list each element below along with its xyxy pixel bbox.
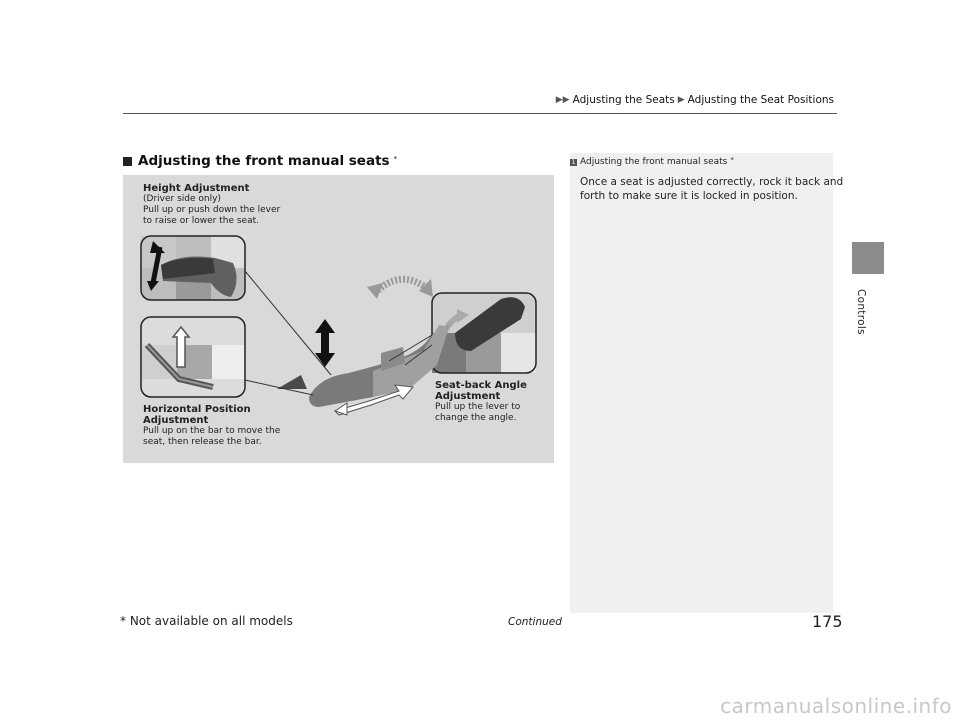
section-title-text: Adjusting the front manual seats	[138, 153, 390, 169]
horizontal-adjustment-label: Horizontal Position Adjustment Pull up on the bar to move the seat, then release the bar.	[143, 404, 281, 447]
seat-shape	[245, 271, 449, 407]
breadcrumb-item-seats[interactable]: Adjusting the Seats	[572, 94, 675, 106]
seatback-lever-inset	[432, 293, 536, 373]
continued-text: Continued	[508, 616, 562, 628]
side-tab-marker	[852, 242, 884, 274]
note-title-text: Adjusting the front manual seats	[580, 157, 728, 167]
breadcrumb-arrow-icon: ▶▶	[555, 95, 570, 105]
note-body: Once a seat is adjusted correctly, rock it back and forth to make sure it is locked in position.	[580, 176, 844, 202]
recline-arrow-icon	[367, 279, 433, 299]
seatback-adjustment-label: Seat-back Angle Adjustment Pull up the lever to change the angle.	[435, 380, 527, 423]
section-title	[123, 153, 397, 169]
horizontal-bar-inset	[141, 317, 245, 397]
note-asterisk: *	[730, 156, 734, 164]
section-asterisk: *	[393, 155, 398, 163]
side-tab-label: Controls	[855, 289, 867, 335]
page-number: 175	[812, 612, 843, 631]
breadcrumb	[556, 94, 834, 106]
height-adjustment-label: Height Adjustment (Driver side only) Pull up or push down the lever to raise or lower the seat.	[143, 183, 281, 226]
watermark: carmanualsonline.info	[720, 694, 952, 718]
breadcrumb-item-positions[interactable]: Adjusting the Seat Positions	[687, 94, 834, 106]
height-lever-inset	[141, 236, 245, 300]
section-bullet-icon	[123, 157, 132, 166]
note-badge-icon: 1	[571, 158, 576, 166]
seat-figure	[123, 175, 554, 463]
footnote: * Not available on all models	[120, 614, 293, 628]
header-rule	[123, 113, 837, 114]
side-note	[570, 153, 844, 613]
breadcrumb-separator-icon: ▶	[677, 95, 685, 105]
note-title	[570, 157, 734, 167]
